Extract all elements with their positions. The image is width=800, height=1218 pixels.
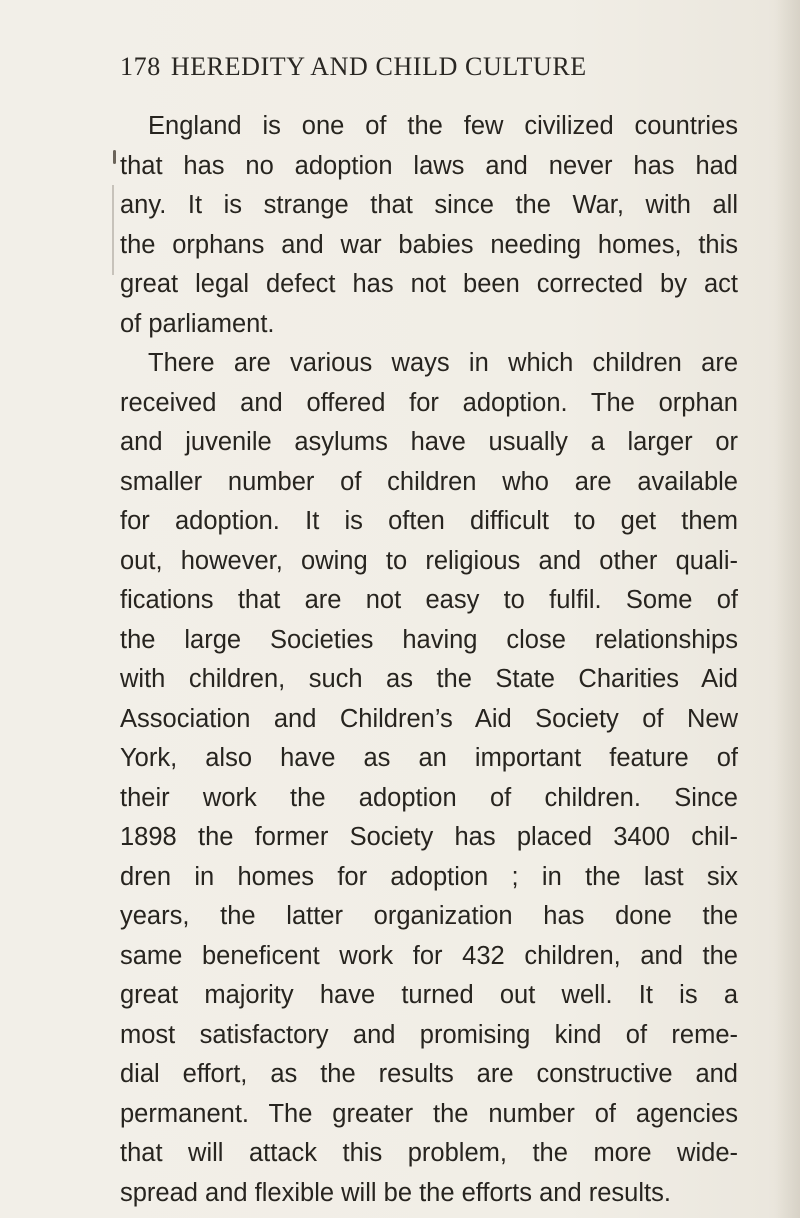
text-line: the large Societies having close relationships [120,625,738,654]
text-line: and juvenile asylums have usually a larger or [120,428,738,456]
text-line: any. It is strange that since the War, with all [120,191,738,219]
text-line: their work the adoption of children. Since [120,783,738,812]
text-line: years, the latter organization has done the [120,902,738,930]
text-line: permanent. The greater the number of agencies [120,1099,738,1128]
text-line: Association and Children’s Aid Society of New [120,704,738,733]
text-line: same beneficent work for 432 children, and the [120,941,738,970]
text-line: that has no adoption laws and never has had [120,151,738,180]
text-line: There are various ways in which children are [148,349,738,377]
text-line: fications that are not easy to fulfil. Some of [120,586,738,614]
running-header [120,52,700,92]
text-line: that will attack this problem, the more wide- [120,1139,738,1167]
margin-mark [113,150,116,164]
text-line: of parliament. [120,309,275,338]
text-line: with children, such as the State Charities Aid [120,665,738,693]
running-title: HEREDITY AND CHILD CULTURE [170,52,587,81]
text-line: most satisfactory and promising kind of reme- [120,1020,738,1049]
page-edge-shadow [776,0,800,1218]
text-line: England is one of the few civilized countries [148,112,738,140]
text-line: for adoption. It is often difficult to get them [120,507,738,535]
text-line: dren in homes for adoption ; in the last six [120,862,738,891]
text-line: received and offered for adoption. The orphan [120,388,738,417]
text-line: 1898 the former Society has placed 3400 chil- [120,823,738,851]
text-line: great legal defect has not been corrected by act [120,270,738,298]
text-line: great majority have turned out well. It is a [120,981,738,1009]
page-number: 178 [120,52,161,81]
body-text [120,107,738,1213]
margin-shadow [112,185,114,275]
text-line: smaller number of children who are available [120,467,738,496]
text-line: dial effort, as the results are constructive and [120,1060,738,1088]
text-line: out, however, owing to religious and other quali- [120,546,738,575]
text-line: the orphans and war babies needing homes, this [120,230,738,259]
text-line: spread and flexible will be the efforts and results. [120,1178,671,1207]
text-line: York, also have as an important feature of [120,744,738,772]
